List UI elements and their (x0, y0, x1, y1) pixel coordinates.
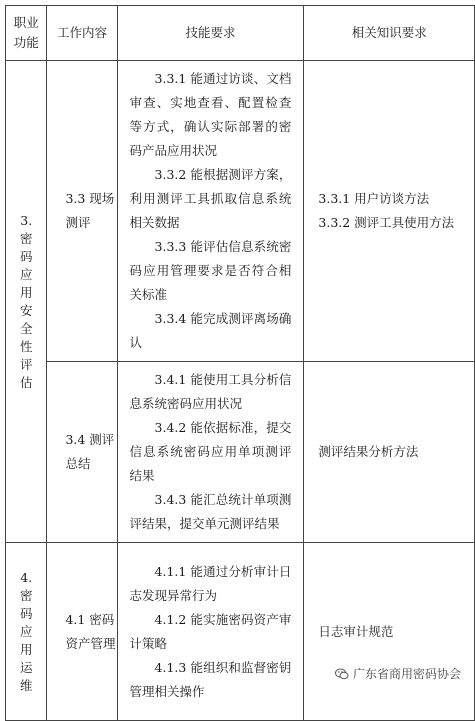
function-name: 3.密码应用安全性评估 (19, 212, 33, 390)
knowledge-cell (304, 543, 475, 721)
knowledge-item: 3.3.2 测评工具使用方法 (318, 215, 455, 230)
skills-cell (117, 61, 304, 362)
header-work: 工作内容 (47, 6, 117, 61)
skills-cell (117, 543, 304, 721)
knowledge-cell (304, 362, 475, 543)
knowledge-cell (304, 61, 475, 362)
knowledge-item: 测评结果分析方法 (318, 444, 419, 459)
watermark-text: 广东省商用密码协会 (352, 667, 461, 681)
skill-item: 4.1.2 能实施密码资产审计策略 (129, 611, 292, 651)
function-cell (6, 61, 47, 543)
header-skills: 技能要求 (117, 6, 304, 61)
wechat-icon (335, 668, 349, 680)
skill-item: 3.4.1 能使用工具分析信息系统密码应用状况 (129, 372, 292, 411)
table-row (6, 543, 475, 721)
skill-item: 3.3.3 能评估信息系统密码应用管理要求是否符合相关标准 (129, 239, 292, 302)
header-knowledge: 相关知识要求 (304, 6, 475, 61)
watermark (335, 665, 461, 682)
skill-item: 3.4.2 能依据标准，提交信息系统密码应用单项测评结果 (129, 420, 292, 483)
header-function: 职业功能 (6, 6, 47, 61)
work-cell: 3.4 测评总结 (47, 362, 117, 543)
skill-item: 3.4.3 能汇总统计单项测评结果，提交单元测评结果 (129, 492, 292, 531)
work-cell: 4.1 密码资产管理 (47, 543, 117, 721)
skill-item: 3.3.2 能根据测评方案，利用测评工具抓取信息系统相关数据 (129, 167, 292, 230)
table-row (6, 61, 475, 362)
skill-item: 4.1.1 能通过分析审计日志发现异常行为 (129, 563, 292, 603)
table-header-row (6, 6, 475, 61)
skills-table (5, 5, 475, 721)
function-cell (6, 543, 47, 721)
skill-item: 4.1.3 能组织和监督密钥管理相关操作 (129, 659, 292, 699)
table-row (6, 362, 475, 543)
skills-cell (117, 362, 304, 543)
skill-item: 3.3.4 能完成测评离场确认 (129, 311, 292, 350)
function-name: 4.密码应用运维 (19, 569, 33, 693)
knowledge-item: 日志审计规范 (318, 623, 394, 639)
skill-item: 3.3.1 能通过访谈、文档审查、实地查看、配置检查等方式，确认实际部署的密码产品应用状况 (129, 71, 292, 158)
work-cell: 3.3 现场测评 (47, 61, 117, 362)
knowledge-item: 3.3.1 用户访谈方法 (318, 191, 430, 206)
